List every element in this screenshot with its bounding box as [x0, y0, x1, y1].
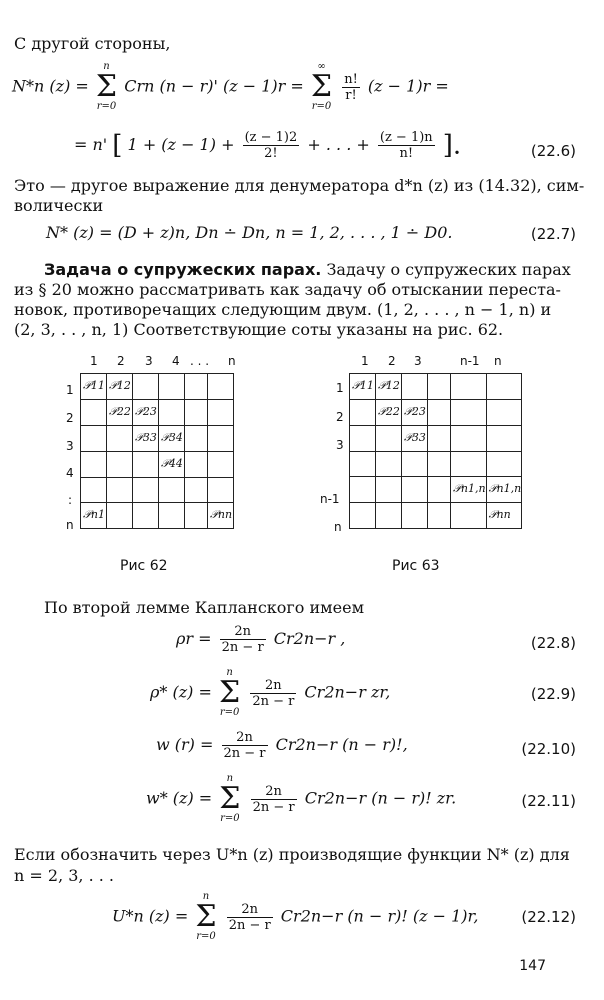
row-header: 3 — [66, 439, 74, 453]
paragraph-text: из § 20 можно рассматривать как задачу об отыскании переста- — [14, 280, 561, 299]
paragraph-text: Если обозначить через U*n (z) производящие функции N* (z) для — [14, 845, 570, 864]
fraction: $\frac{2n}{2n - r}$ — [223, 730, 266, 761]
paragraph-text: Задача о супружеских парах. Задачу о супружеских парах — [44, 260, 571, 279]
col-header: 4 — [172, 354, 180, 368]
row-header: n — [334, 520, 342, 534]
fraction: $\frac{n!}{r!}$ — [344, 71, 358, 103]
col-header: n — [228, 354, 236, 368]
equation-22-7: N* (z) = (D + z)n, Dn ∸ Dn, n = 1, 2, . . . , 1 ∸ D0. — [46, 223, 453, 242]
equation-22-6-line1 — [12, 62, 449, 112]
col-header: n-1 — [460, 354, 480, 368]
row-header: n-1 — [320, 492, 340, 506]
equation-number: (22.12) — [521, 908, 576, 926]
paragraph-text: новок, противоречащих следующим двум. (1, 2, . . . , n − 1, n) и — [14, 300, 552, 319]
equation-number: (22.10) — [521, 740, 576, 758]
fraction: $\frac{(z - 1)2}{2!}$ — [244, 130, 298, 161]
col-header: n — [494, 354, 502, 368]
equation-number: (22.6) — [530, 142, 576, 160]
fraction: $\frac{2n}{2n - r}$ — [252, 677, 295, 709]
eq-term1: Crn (n − r)' (z − 1)r = — [124, 76, 304, 96]
equation-22-10: w (r) = $\frac{2n}{2n - r}$ Cr2n−r (n − r)!, — [156, 730, 408, 761]
col-header: . . . — [190, 354, 210, 368]
summation-sign: n Σ r=0 — [95, 61, 118, 112]
equation-number: (22.7) — [530, 225, 576, 243]
col-header: 1 — [90, 354, 98, 368]
equation-22-8: ρr = $\frac{2n}{2n - r}$ Cr2n−r , — [176, 624, 346, 655]
paragraph-text: Это — другое выражение для денумератора d*n (z) из (14.32), сим- — [14, 176, 585, 195]
fraction: $\frac{2n}{2n - r}$ — [221, 624, 264, 655]
equation-22-12: U*n (z) = n Σ r=0 $\frac{2n}{2n - r}$ Cr2n−r (n − r)! (z − 1)r, — [112, 891, 479, 942]
row-header: 3 — [336, 438, 344, 452]
row-header: 4 — [66, 466, 74, 480]
paragraph-text: По второй лемме Капланского имеем — [44, 598, 365, 617]
fraction: $\frac{(z - 1)n}{n!}$ — [379, 130, 433, 161]
row-header: 2 — [336, 410, 344, 424]
eq-term2: (z − 1)r = — [367, 76, 449, 96]
paragraph-text: (2, 3, . . , n, 1) Соответствующие соты указаны на рис. 62. — [14, 320, 504, 339]
equation-number: (22.11) — [521, 792, 576, 810]
summation-sign: n Σ r=0 — [219, 667, 241, 718]
paragraph-text: n = 2, 3, . . . — [14, 866, 115, 885]
equation-22-6-line2: = n' [ 1 + (z − 1) + $\frac{(z - 1)2}{2!}$ + . . . + $\frac{(z - 1)n}{n!}$ ]. — [74, 130, 462, 161]
col-header: 1 — [361, 354, 369, 368]
figure-caption: Рис 63 — [392, 558, 440, 574]
equation-22-9: ρ* (z) = n Σ r=0 $\frac{2n}{2n - r}$ Cr2n−r zr, — [150, 667, 391, 718]
col-header: 3 — [145, 354, 153, 368]
eq-lhs: N*n (z) = — [12, 76, 89, 96]
summation-sign: n Σ r=0 — [219, 773, 241, 824]
col-header: 3 — [414, 354, 422, 368]
col-header: 2 — [388, 354, 396, 368]
equation-number: (22.9) — [530, 685, 576, 703]
intro-text: С другой стороны, — [14, 34, 171, 53]
equation-number: (22.8) — [530, 634, 576, 652]
row-header: 2 — [66, 411, 74, 425]
summation-sign: ∞ Σ r=0 — [310, 61, 333, 112]
figure-62-grid: 𝒫11 𝒫12 𝒫22 𝒫23 𝒫33 𝒫34 𝒫44 𝒫n1 𝒫nn — [80, 373, 234, 529]
col-header: 2 — [117, 354, 125, 368]
paragraph-text: волически — [14, 196, 104, 215]
row-header: : — [68, 493, 73, 507]
fraction: $\frac{2n}{2n - r}$ — [252, 783, 295, 815]
row-header: 1 — [336, 381, 344, 395]
equation-22-11: w* (z) = n Σ r=0 $\frac{2n}{2n - r}$ Cr2n−r (n − r)! zr. — [146, 773, 457, 824]
row-header: n — [66, 518, 74, 532]
row-header: 1 — [66, 383, 74, 397]
figure-caption: Рис 62 — [120, 558, 168, 574]
fraction: $\frac{2n}{2n - r}$ — [228, 901, 271, 933]
page-number: 147 — [519, 958, 546, 974]
summation-sign: n Σ r=0 — [195, 891, 217, 942]
section-title: Задача о супружеских парах. — [44, 260, 322, 279]
figure-63-grid: 𝒫11 𝒫12 𝒫22 𝒫23 𝒫33 𝒫n1,n 𝒫n1,n 𝒫nn — [349, 373, 522, 529]
